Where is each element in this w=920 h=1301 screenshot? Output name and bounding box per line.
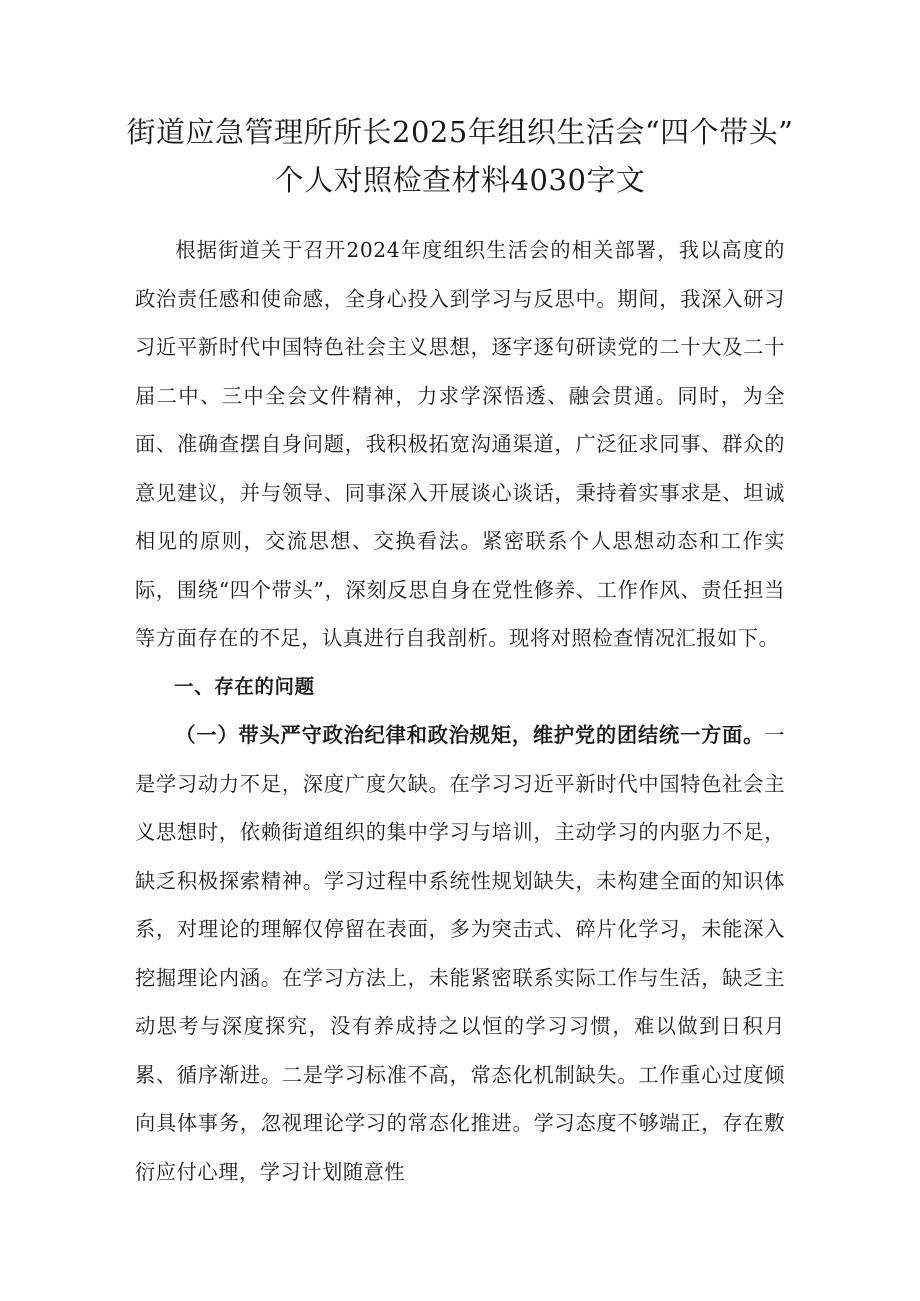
subsection-text-1: 一是学习动力不足，深度广度欠缺。在学习习近平新时代中国特色社会主义思想时，依赖街道组织的集中学习与培训，主动学习的内驱力不足，缺乏积极探索精神。学习过程中系统性规划缺失，未构建全面的知识体系，对理论的理解仅停留在表面，多为突击式、碎片化学习，未能深入挖掘理论内涵。在学习方法上，未能紧密联系实际工作与生活，缺乏主动思考与深度探究，没有养成持之以恒的学习习惯，难以做到日积月累、循序渐进。二是学习标准不高，常态化机制缺失。工作重心过度倾向具体事务，忽视理论学习的常态化推进。学习态度不够端正，存在敷衍应付心理，学习计划随意性 [135,723,785,1184]
subsection-paragraph-1 [135,711,785,1196]
document-title-line-1: 街道应急管理所所长2025年组织生活会“四个带头” [126,115,794,149]
intro-paragraph: 根据街道关于召开2024年度组织生活会的相关部署，我以高度的政治责任感和使命感，全身心投入到学习与反思中。期间，我深入研习习近平新时代中国特色社会主义思想，逐字逐句研读党的二十大及二十届二中、三中全会文件精神，力求学深悟透、融会贯通。同时，为全面、准确查摆自身问题，我积极拓宽沟通渠道，广泛征求同事、群众的意见建议，并与领导、同事深入开展谈心谈话，秉持着实事求是、坦诚相见的原则，交流思想、交换看法。紧密联系个人思想动态和工作实际，围绕“四个带头”，深刻反思自身在党性修养、工作作风、责任担当等方面存在的不足，认真进行自我剖析。现将对照检查情况汇报如下。 [135,238,785,650]
subsection-heading-1: （一）带头严守政治纪律和政治规矩，维护党的团结统一方面。 [175,723,765,747]
section-heading-problems: 一、存在的问题 [174,674,315,698]
document-body [135,226,785,1196]
document-title-line-2: 个人对照检查材料4030字文 [274,163,646,197]
